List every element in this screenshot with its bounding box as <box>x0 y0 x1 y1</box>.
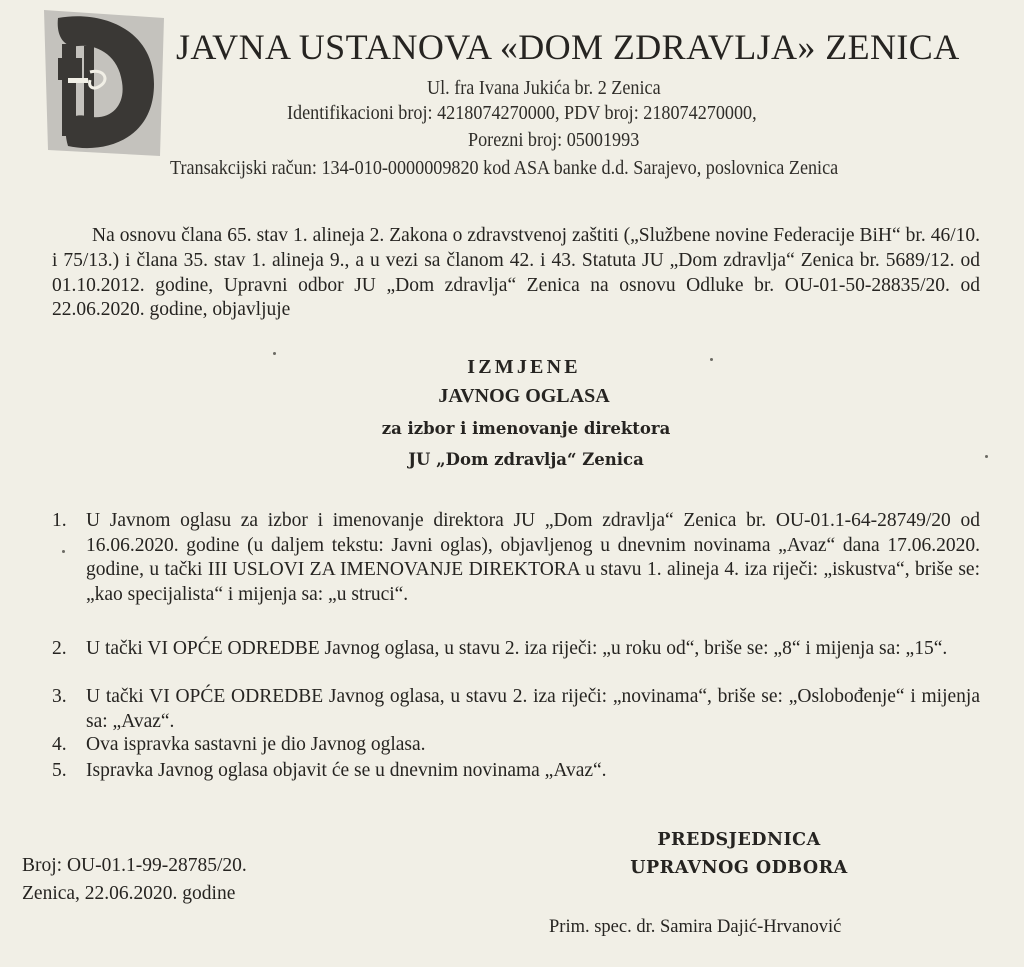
signature-board: UPRAVNOG ODBORA <box>630 858 848 878</box>
item-text: U tački VI OPĆE ODREDBE Javnog oglasa, u stavu 2. iza riječi: „novinama“, briše se: „Oslobođenje“ i mijenja sa: „Avaz“. <box>86 686 980 732</box>
list-item <box>52 637 980 685</box>
item-text: Ispravka Javnog oglasa objavit će se u dnevnim novinama „Avaz“. <box>86 760 607 781</box>
intro-paragraph <box>52 224 980 323</box>
list-item <box>52 759 980 785</box>
item-text: U Javnom oglasu za izbor i imenovanje direktora JU „Dom zdravlja“ Zenica br. OU-01.1-64-28749/20 od 16.06.2020. godine (u daljem tekstu: Javni oglas), objavljenog u dnevnim novinama „Avaz“ dana 17.06.2020. godine, u tački III USLOVI ZA IMENOVANJE DIREKTORA u stavu 1. alineja 4. iza riječi: „iskustva“, briše se: „kao specijalista“ i mijenja sa: „u struci“. <box>86 510 980 605</box>
signer-name: Prim. spec. dr. Samira Dajić-Hrvanović <box>549 917 842 937</box>
place-date: Zenica, 22.06.2020. godine <box>22 883 236 904</box>
bank-account: Transakcijski račun: 134-010-0000009820 kod ASA banke d.d. Sarajevo, poslovnica Zenica <box>170 158 839 179</box>
amendment-list <box>52 509 980 785</box>
item-number: 3. <box>52 686 67 707</box>
document-number: Broj: OU-01.1-99-28785/20. <box>22 855 247 876</box>
list-item <box>52 733 980 759</box>
item-text: Ova ispravka sastavni je dio Javnog oglasa. <box>86 734 426 755</box>
paper-speck <box>62 550 65 553</box>
organization-name: JAVNA USTANOVA «DOM ZDRAVLJA» ZENICA <box>176 27 960 67</box>
notice-title: IZMJENE <box>467 356 581 378</box>
identification-numbers: Identifikacioni broj: 4218074270000, PDV broj: 218074270000, <box>287 103 757 124</box>
item-number: 5. <box>52 760 67 781</box>
signature-title: PREDSJEDNICA <box>657 830 821 850</box>
item-number: 4. <box>52 734 67 755</box>
paper-speck <box>273 352 276 355</box>
paper-speck <box>710 358 713 361</box>
paper-speck <box>985 455 988 458</box>
intro-text: Na osnovu člana 65. stav 1. alineja 2. Zakona o zdravstvenoj zaštiti („Službene novine Federacije BiH“ br. 46/10. i 75/13.) i člana 35. stav 1. alineja 9., a u vezi sa članom 42. i 43. Statuta JU „Dom zdravlja“ Zenica br. 5689/12. od 01.10.2012. godine, Upravni odbor JU „Dom zdravlja“ Zenica na osnovu Odluke br. OU-01-50-28835/20. od 22.06.2020. godine, objavljuje <box>52 225 980 321</box>
tax-number: Porezni broj: 05001993 <box>468 130 640 151</box>
list-item <box>52 685 980 733</box>
dz-logo-icon <box>38 8 170 158</box>
notice-subtitle: JAVNOG OGLASA <box>438 385 610 407</box>
list-item <box>52 509 980 637</box>
item-number: 2. <box>52 638 67 659</box>
item-number: 1. <box>52 510 67 531</box>
notice-purpose: za izbor i imenovanje direktora <box>381 419 671 438</box>
notice-institution: JU „Dom zdravlja“ Zenica <box>408 450 644 469</box>
address-line: Ul. fra Ivana Jukića br. 2 Zenica <box>427 78 661 99</box>
item-text: U tački VI OPĆE ODREDBE Javnog oglasa, u stavu 2. iza riječi: „u roku od“, briše se: „8“ i mijenja sa: „15“. <box>86 638 948 659</box>
